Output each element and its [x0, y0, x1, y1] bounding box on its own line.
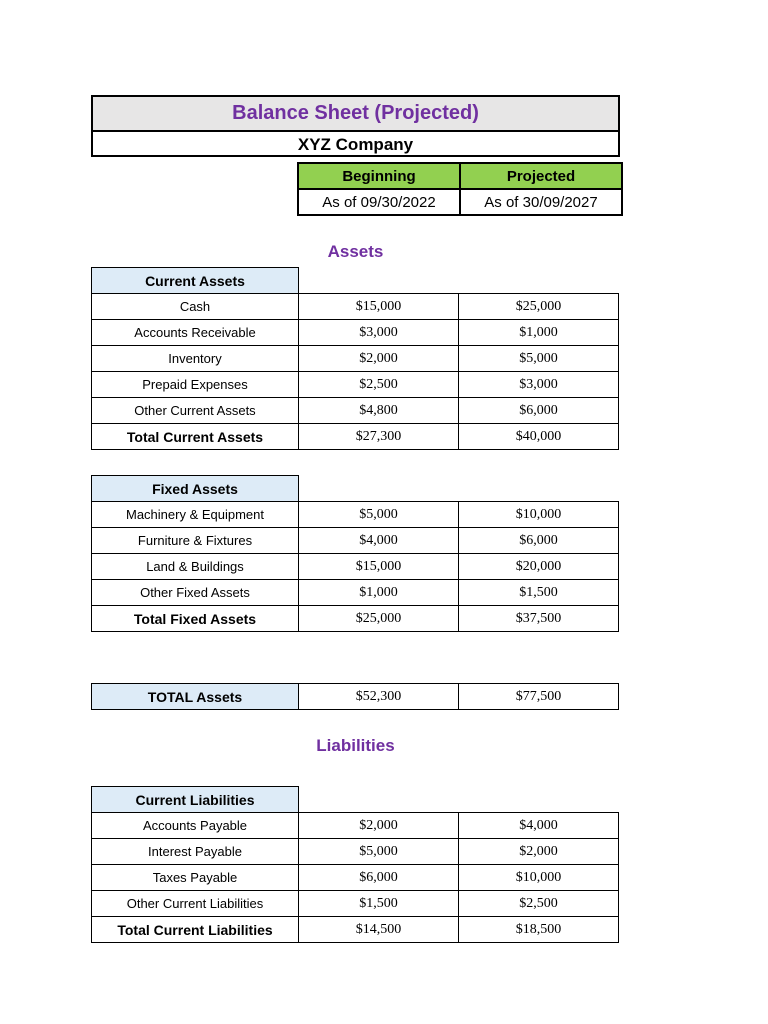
table-row: Accounts Payable $2,000 $4,000	[92, 813, 619, 839]
current-liabilities-heading: Current Liabilities	[92, 787, 299, 813]
total-current-assets-row: Total Current Assets $27,300 $40,000	[92, 424, 619, 450]
current-assets-table	[91, 267, 619, 450]
table-row: Other Fixed Assets $1,000 $1,500	[92, 580, 619, 606]
assets-section-title: Assets	[327, 242, 384, 261]
beginning-column-header: Beginning	[298, 163, 460, 189]
table-row: Interest Payable $5,000 $2,000	[92, 839, 619, 865]
document-title: Balance Sheet (Projected)	[93, 97, 618, 132]
fixed-assets-table	[91, 475, 619, 632]
current-liabilities-table	[91, 786, 619, 943]
total-current-liabilities-row: Total Current Liabilities $14,500 $18,500	[92, 917, 619, 943]
total-fixed-assets-row: Total Fixed Assets $25,000 $37,500	[92, 606, 619, 632]
table-row: Accounts Receivable $3,000 $1,000	[92, 320, 619, 346]
total-assets-table	[91, 683, 619, 710]
period-header-table	[297, 162, 623, 216]
title-block	[91, 95, 620, 157]
table-row: Furniture & Fixtures $4,000 $6,000	[92, 528, 619, 554]
table-row: Inventory $2,000 $5,000	[92, 346, 619, 372]
total-assets-row: TOTAL Assets $52,300 $77,500	[92, 684, 619, 710]
table-row: Taxes Payable $6,000 $10,000	[92, 865, 619, 891]
company-name: XYZ Company	[297, 134, 414, 154]
table-row: Cash $15,000 $25,000	[92, 294, 619, 320]
table-row: Machinery & Equipment $5,000 $10,000	[92, 502, 619, 528]
table-row: Other Current Liabilities $1,500 $2,500	[92, 891, 619, 917]
current-assets-heading: Current Assets	[92, 268, 299, 294]
table-row: Other Current Assets $4,800 $6,000	[92, 398, 619, 424]
table-row: Land & Buildings $15,000 $20,000	[92, 554, 619, 580]
fixed-assets-heading: Fixed Assets	[92, 476, 299, 502]
liabilities-section-title: Liabilities	[316, 736, 395, 755]
beginning-date: As of 09/30/2022	[298, 189, 460, 215]
table-row: Prepaid Expenses $2,500 $3,000	[92, 372, 619, 398]
projected-column-header: Projected	[460, 163, 622, 189]
projected-date: As of 30/09/2027	[460, 189, 622, 215]
